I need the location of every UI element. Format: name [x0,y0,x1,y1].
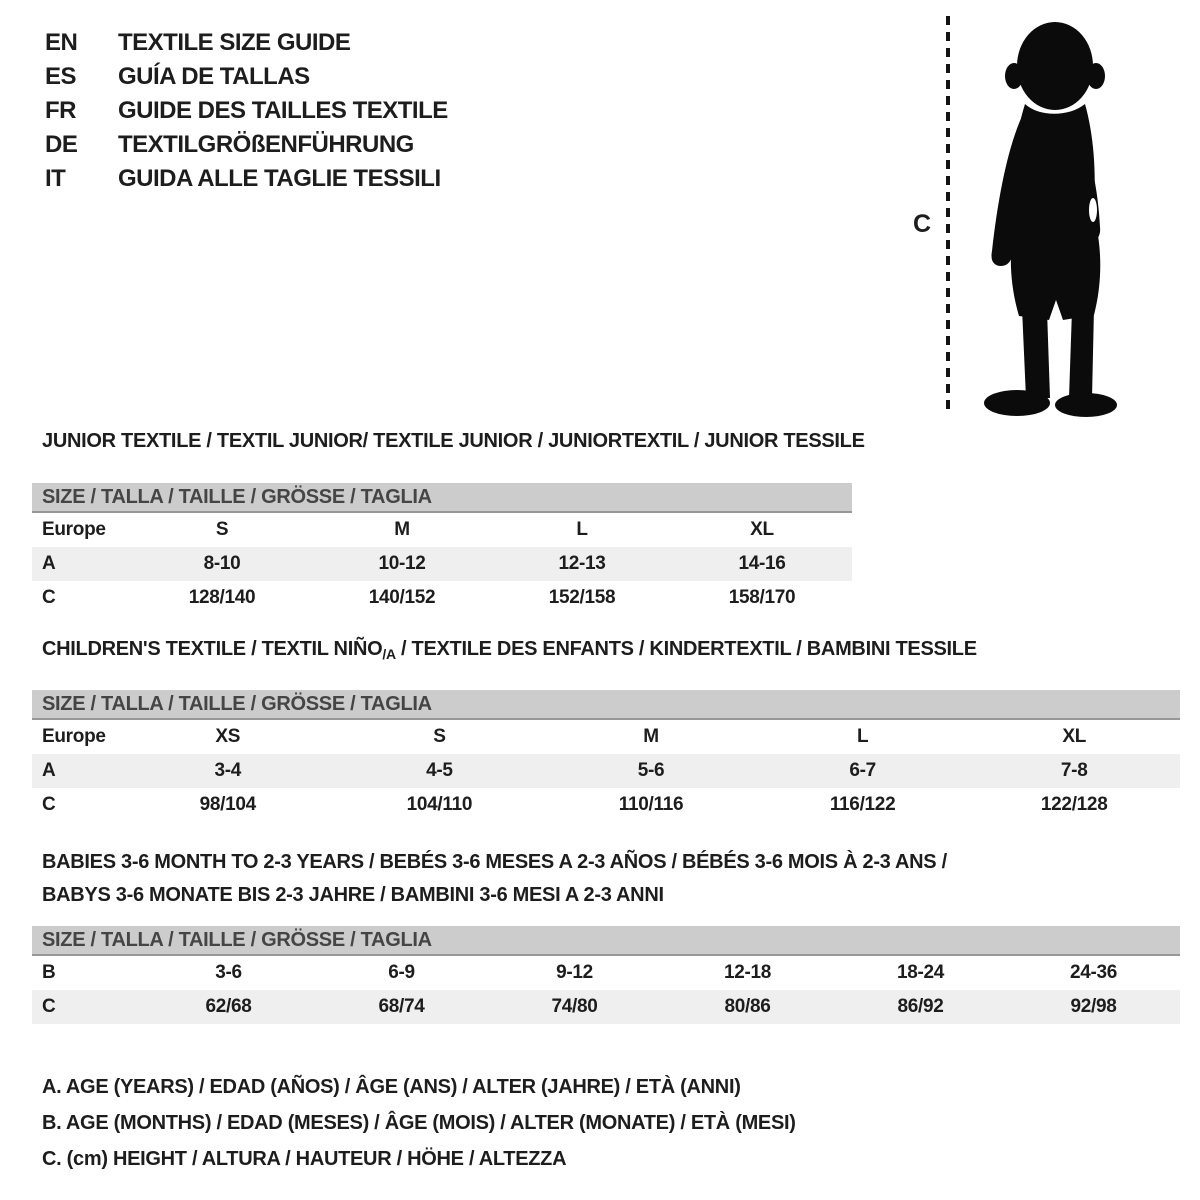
table-cell: 92/98 [1070,996,1117,1017]
row-label: A [42,553,56,574]
table-cell: 5-6 [637,760,665,781]
junior-section-title: JUNIOR TEXTILE / TEXTIL JUNIOR/ TEXTILE JUNIOR / JUNIORTEXTIL / JUNIOR TESSILE [42,430,865,452]
lang-row-es [45,60,448,94]
row-label: C [42,996,56,1017]
table-cell: 140/152 [368,587,436,608]
table-size-header: SIZE / TALLA / TAILLE / GRÖSSE / TAGLIA [32,690,1180,720]
lang-title: GUIDE DES TAILLES TEXTILE [118,97,448,124]
table-cell: L [576,519,588,540]
table-cell: 68/74 [378,996,425,1017]
lang-code: EN [45,29,78,56]
table-cell: 8-10 [203,553,241,574]
table-cell: 116/122 [829,794,896,815]
table-row [32,581,852,615]
table-cell: 122/128 [1040,794,1108,815]
lang-title: GUIDA ALLE TAGLIE TESSILI [118,165,441,192]
footnote-age-years: A. AGE (YEARS) / EDAD (AÑOS) / ÂGE (ANS) / ALTER (JAHRE) / ETÀ (ANNI) [42,1076,741,1098]
table-row [32,788,1180,822]
language-title-list [45,26,448,196]
babies-title-line-2: BABYS 3-6 MONATE BIS 2-3 JAHRE / BAMBINI 3-6 MESI A 2-3 ANNI [42,884,664,906]
footnote-height-cm: C. (cm) HEIGHT / ALTURA / HAUTEUR / HÖHE / ALTEZZA [42,1148,567,1170]
babies-title-line-1: BABIES 3-6 MONTH TO 2-3 YEARS / BEBÉS 3-6 MESES A 2-3 AÑOS / BÉBÉS 3-6 MOIS À 2-3 ANS / [42,851,947,873]
toddler-silhouette [963,14,1135,418]
lang-code: ES [45,63,77,90]
table-cell: S [433,726,446,747]
table-row [32,547,852,581]
table-cell: 158/170 [728,587,796,608]
babies-section-title [42,846,947,912]
lang-title: GUÍA DE TALLAS [118,63,310,90]
children-section-title [42,637,977,666]
table-cell: 10-12 [378,553,426,574]
row-label: C [42,587,56,608]
table-cell: 74/80 [551,996,598,1017]
row-label: Europe [42,519,106,540]
table-cell: 62/68 [205,996,252,1017]
footnote-age-months: B. AGE (MONTHS) / EDAD (MESES) / ÂGE (MOIS) / ALTER (MONATE) / ETÀ (MESI) [42,1112,796,1134]
lang-row-de [45,128,448,162]
table-cell: S [215,519,229,540]
table-cell: M [394,519,410,540]
table-cell: 98/104 [199,794,256,815]
table-row [32,720,1180,754]
lang-title: TEXTILGRÖßENFÜHRUNG [118,131,414,158]
children-title-prefix: CHILDREN'S TEXTILE / TEXTIL NIÑO [42,638,383,660]
table-size-header: SIZE / TALLA / TAILLE / GRÖSSE / TAGLIA [32,483,852,513]
table-cell: M [643,726,659,747]
footnotes [42,1069,796,1177]
row-label: C [42,794,56,815]
lang-code: IT [45,165,66,192]
children-title-suffix: / TEXTILE DES ENFANTS / KINDERTEXTIL / BAMBINI TESSILE [395,638,977,660]
lang-code: DE [45,131,78,158]
lang-code: FR [45,97,76,124]
table-cell: XL [750,519,774,540]
lang-row-it [45,162,448,196]
lang-title: TEXTILE SIZE GUIDE [118,29,351,56]
table-row [32,754,1180,788]
table-cell: 3-4 [214,760,242,781]
lang-row-en [45,26,448,60]
table-cell: 128/140 [188,587,256,608]
lang-row-fr [45,94,448,128]
table-cell: 6-9 [388,962,415,983]
height-measure-dashed-line [946,16,950,416]
table-cell: 24-36 [1069,962,1118,983]
table-cell: 4-5 [426,760,453,781]
table-cell: 86/92 [897,996,944,1017]
children-size-table [32,690,1180,822]
table-row [32,956,1180,990]
babies-size-table [32,926,1180,1024]
table-cell: 12-13 [558,553,606,574]
table-cell: 3-6 [215,962,242,983]
table-cell: 7-8 [1060,760,1088,781]
table-cell: 14-16 [738,553,786,574]
table-cell: 6-7 [849,760,876,781]
table-cell: L [856,726,869,747]
row-label: A [42,760,56,781]
table-cell: 110/116 [618,794,684,815]
table-row [32,513,852,547]
table-cell: XS [215,726,241,747]
table-cell: 9-12 [556,962,593,983]
table-cell: 12-18 [723,962,772,983]
table-cell: 18-24 [896,962,945,983]
table-cell: 152/158 [548,587,616,608]
row-label: Europe [42,726,106,747]
table-cell: 104/110 [406,794,473,815]
figure-measure-label: C [913,210,931,238]
children-title-subscript: /A [382,646,396,662]
table-size-header: SIZE / TALLA / TAILLE / GRÖSSE / TAGLIA [32,926,1180,956]
table-row [32,990,1180,1024]
table-cell: 80/86 [724,996,771,1017]
junior-size-table [32,483,852,615]
table-cell: XL [1062,726,1087,747]
row-label: B [42,962,56,983]
